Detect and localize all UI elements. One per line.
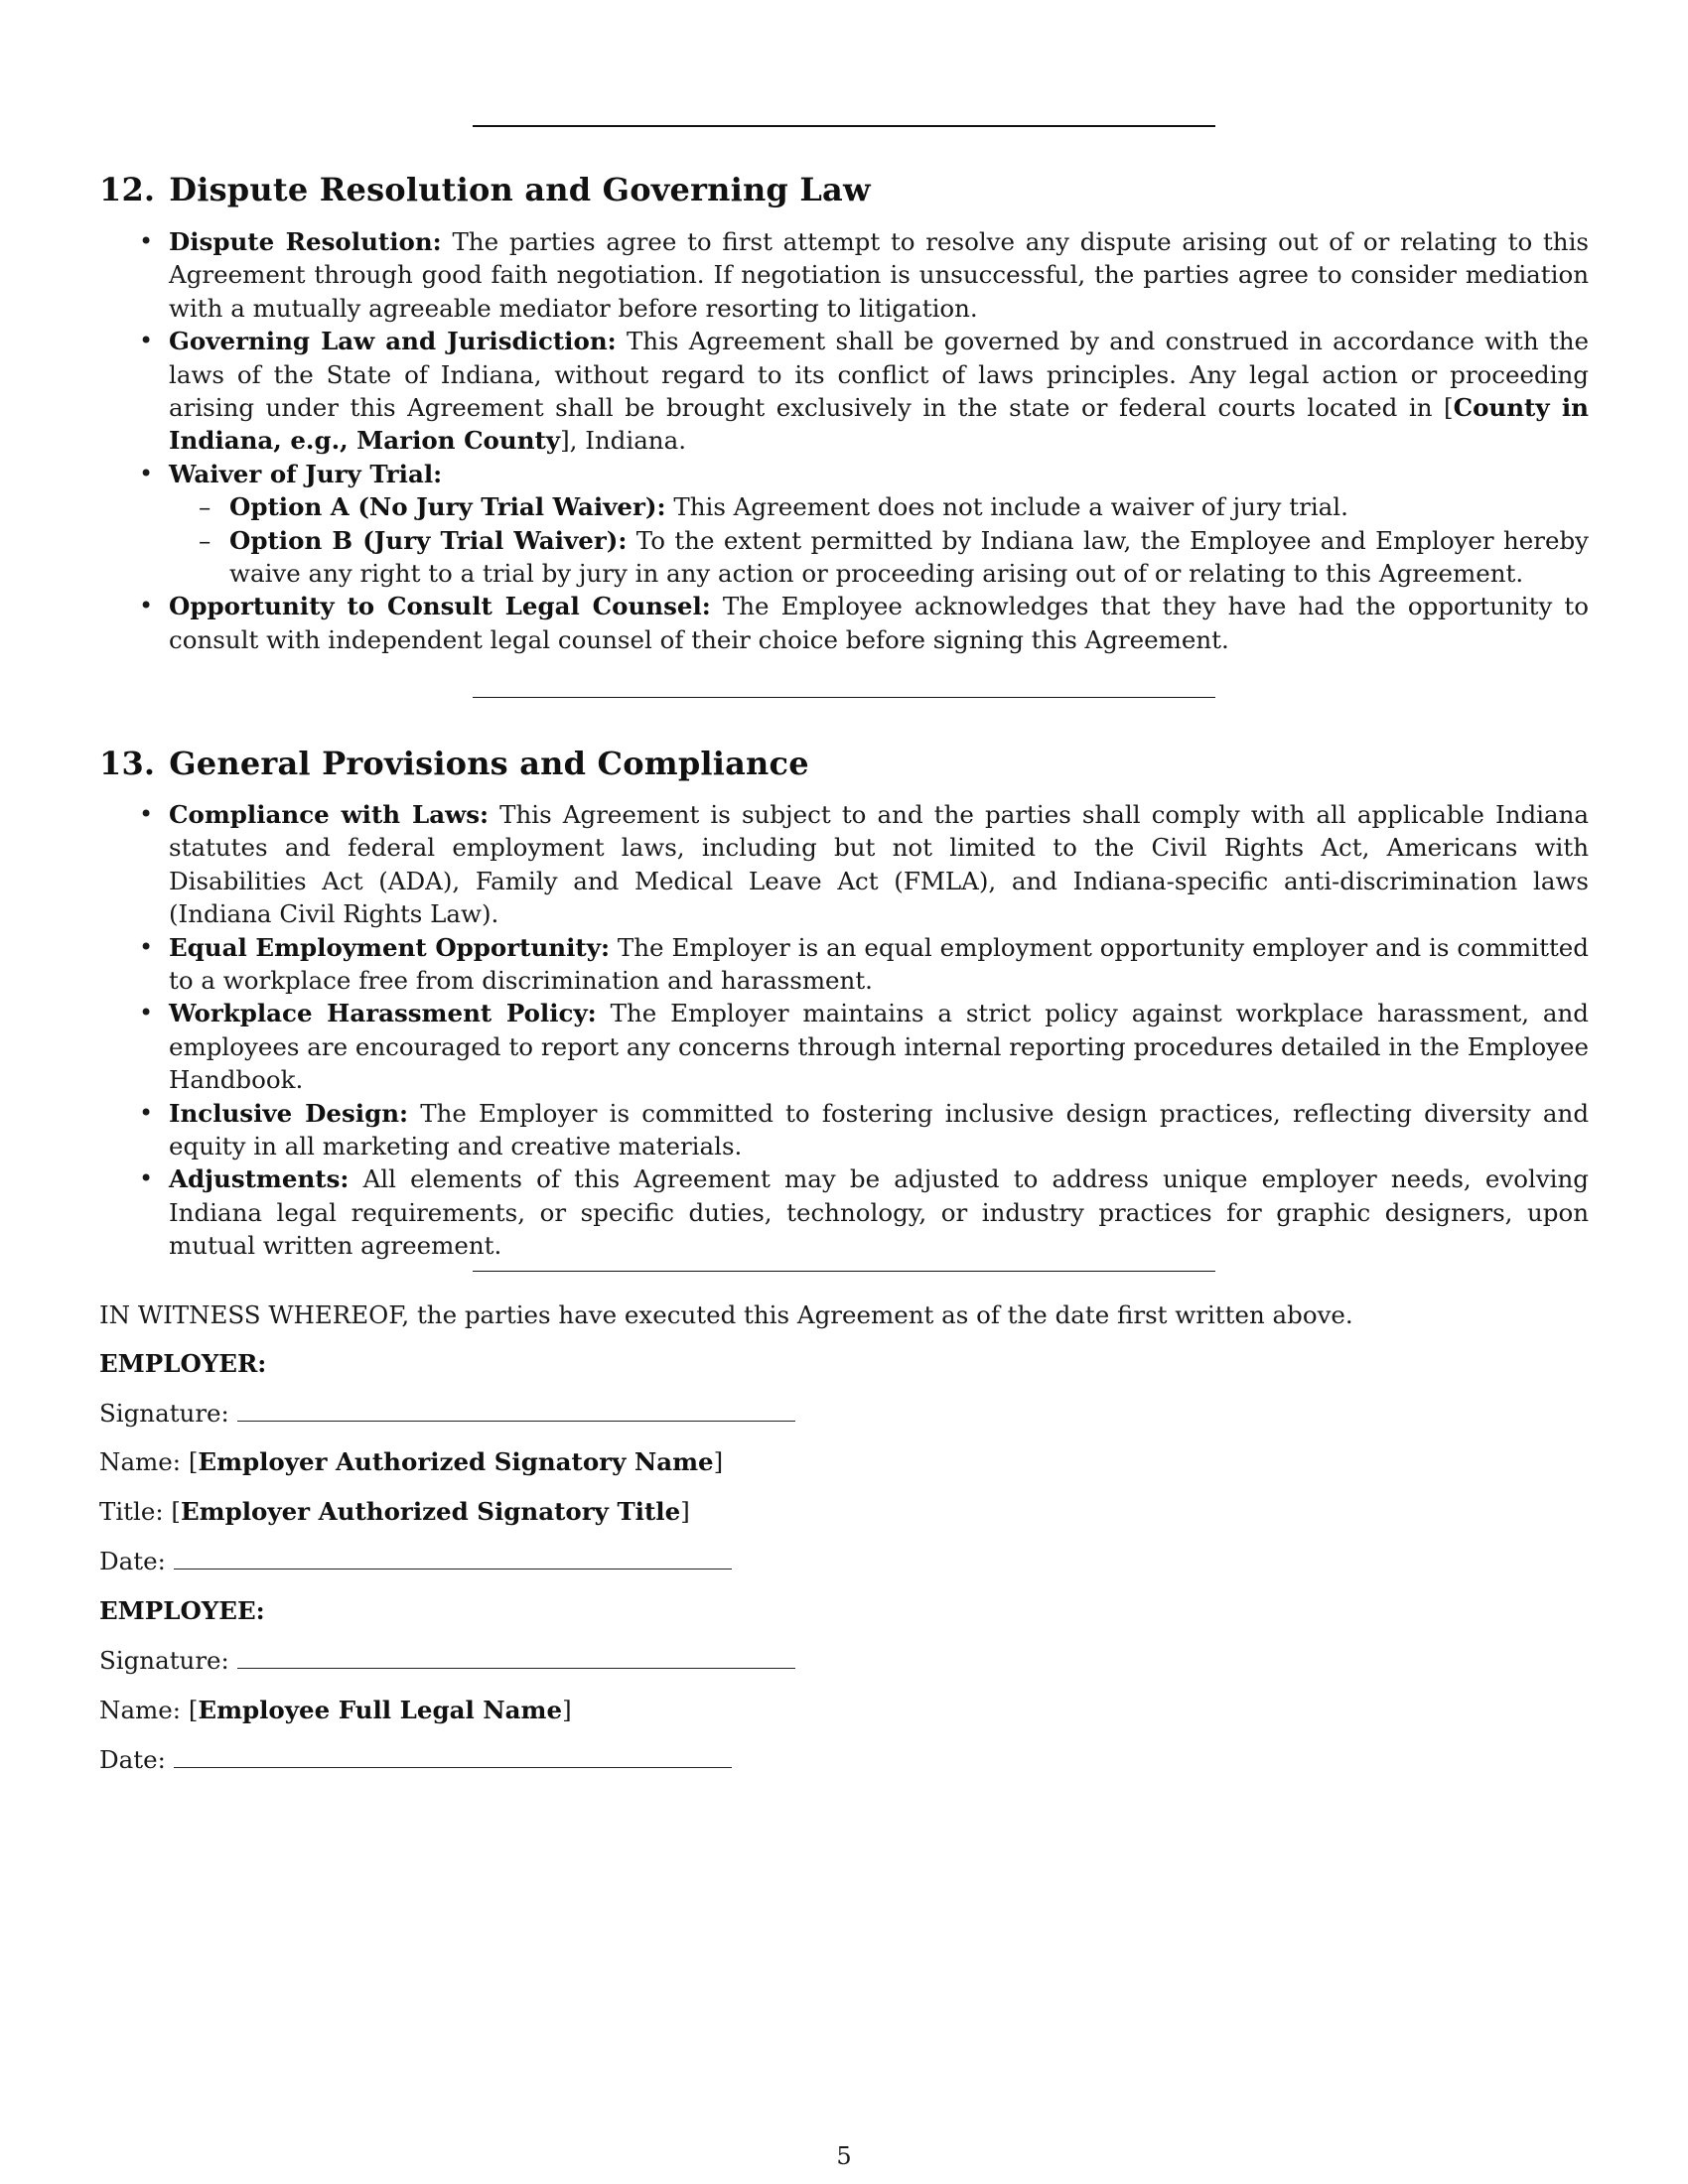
item-text-after: ], Indiana. — [560, 426, 686, 456]
section-12-heading — [99, 171, 871, 208]
section-12-list — [99, 225, 1589, 656]
option-a — [169, 490, 1589, 523]
date-label: Date: — [99, 1745, 166, 1774]
item-text: The Employer maintains a strict policy against workplace harassment, and employees are encouraged to report any concerns through internal reporting procedures detailed in the Employee Handbook. — [169, 999, 1589, 1095]
section-number: 13. — [99, 745, 156, 782]
item-text: The Employer is committed to fostering inclusive design practices, reflecting diversity and equity in all marketing and creative materials. — [169, 1098, 1590, 1161]
option-text: To the extent permitted by Indiana law, the Employee and Employer hereby waive any right to a trial by jury in any action or proceeding arising out of or relating to this Agreement. — [229, 525, 1590, 589]
employer-heading-text: EMPLOYER: — [99, 1349, 267, 1378]
signature-label: Signature: — [99, 1399, 229, 1428]
list-item-dispute-resolution — [99, 225, 1589, 325]
employer-name-placeholder: Employer Authorized Signatory Name — [198, 1447, 714, 1476]
list-item-governing-law — [99, 325, 1589, 458]
name-label: Name: — [99, 1696, 182, 1724]
employer-title-placeholder: Employer Authorized Signatory Title — [180, 1497, 681, 1526]
page-number: 5 — [836, 2142, 852, 2170]
list-item-eeo — [99, 931, 1589, 998]
list-item-harassment-policy — [99, 997, 1589, 1096]
employer-date-field[interactable] — [99, 1545, 732, 1577]
list-item-compliance — [99, 798, 1589, 931]
top-divider — [473, 125, 1215, 127]
date-label: Date: — [99, 1547, 166, 1575]
employer-signature-field[interactable] — [99, 1397, 795, 1430]
signature-label: Signature: — [99, 1646, 229, 1675]
item-label: Compliance with Laws: — [169, 800, 490, 829]
employee-signature-field[interactable] — [99, 1644, 795, 1677]
item-label: Inclusive Design: — [169, 1098, 409, 1128]
item-label: Adjustments: — [169, 1164, 350, 1194]
option-label: Option B (Jury Trial Waiver): — [229, 525, 628, 555]
item-text: The parties agree to first attempt to resolve any dispute arising out of or relating to this Agreement through good faith negotiation. If negotiation is unsuccessful, the parties agree to consider mediation with a mutually agreeable mediator before resorting to litigation. — [169, 227, 1589, 323]
section-13-heading — [99, 745, 809, 782]
signature-line[interactable] — [237, 1650, 795, 1669]
employee-name-field: Name: [Employee Full Legal Name] — [99, 1696, 572, 1724]
list-item-inclusive-design — [99, 1097, 1589, 1163]
date-line[interactable] — [174, 1551, 732, 1570]
option-b — [169, 524, 1589, 591]
option-text: This Agreement does not include a waiver of jury trial. — [665, 492, 1348, 522]
section-divider — [473, 697, 1215, 698]
item-text: The Employee acknowledges that they have had the opportunity to consult with independent legal counsel of their choice before signing this Agreement. — [169, 592, 1590, 654]
signature-line[interactable] — [237, 1403, 795, 1422]
witness-statement: IN WITNESS WHEREOF, the parties have executed this Agreement as of the date first written above. — [99, 1300, 1353, 1329]
item-text: The Employer is an equal employment opportunity employer and is committed to a workplace free from discrimination and harassment. — [169, 932, 1589, 996]
item-label: Waiver of Jury Trial: — [169, 459, 443, 488]
section-number: 12. — [99, 171, 156, 208]
employer-name-field: Name: [Employer Authorized Signatory Name] — [99, 1447, 724, 1476]
item-text: This Agreement shall be governed by and construed in accordance with the laws of the State of Indiana, without regard to its conflict of laws principles. Any legal action or proceeding arising under this Agreement shall be brought exclusively in the state or federal courts located in [ — [169, 327, 1590, 423]
list-item-jury-waiver — [99, 458, 1589, 591]
section-title: General Provisions and Compliance — [169, 745, 809, 782]
employee-heading — [99, 1594, 265, 1627]
option-label: Option A (No Jury Trial Waiver): — [229, 492, 666, 522]
list-item-adjustments — [99, 1162, 1589, 1262]
item-label: Workplace Harassment Policy: — [169, 999, 597, 1028]
employee-heading-text: EMPLOYEE: — [99, 1596, 265, 1625]
employee-date-field[interactable] — [99, 1743, 732, 1776]
item-text: This Agreement is subject to and the parties shall comply with all applicable Indiana statutes and federal employment laws, including but not limited to the Civil Rights Act, Americans with Disabilities Act (ADA), Family and Medical Leave Act (FMLA), and Indiana-specific anti-discrimination laws (Indiana Civil Rights Law). — [169, 800, 1589, 929]
section-divider — [473, 1271, 1215, 1272]
item-text: All elements of this Agreement may be adjusted to address unique employer needs, evolving Indiana legal requirements, or specific duties, technology, or industry practices for graphic designers, upon mutual written agreement. — [169, 1164, 1589, 1261]
section-13-list — [99, 798, 1589, 1263]
item-label: Dispute Resolution: — [169, 227, 442, 256]
employee-name-placeholder: Employee Full Legal Name — [198, 1696, 563, 1724]
name-label: Name: — [99, 1447, 182, 1476]
section-title: Dispute Resolution and Governing Law — [169, 171, 871, 208]
item-label: Opportunity to Consult Legal Counsel: — [169, 592, 711, 621]
title-label: Title: — [99, 1497, 164, 1526]
jury-waiver-options — [169, 490, 1589, 590]
employer-heading — [99, 1347, 266, 1380]
placeholder-county: County in Indiana, e.g., Marion County — [169, 393, 1589, 456]
item-label: Governing Law and Jurisdiction: — [169, 327, 617, 356]
item-label: Equal Employment Opportunity: — [169, 932, 611, 962]
list-item-legal-counsel — [99, 590, 1589, 656]
date-line[interactable] — [174, 1749, 732, 1768]
employer-title-field: Title: [Employer Authorized Signatory Title] — [99, 1497, 690, 1526]
